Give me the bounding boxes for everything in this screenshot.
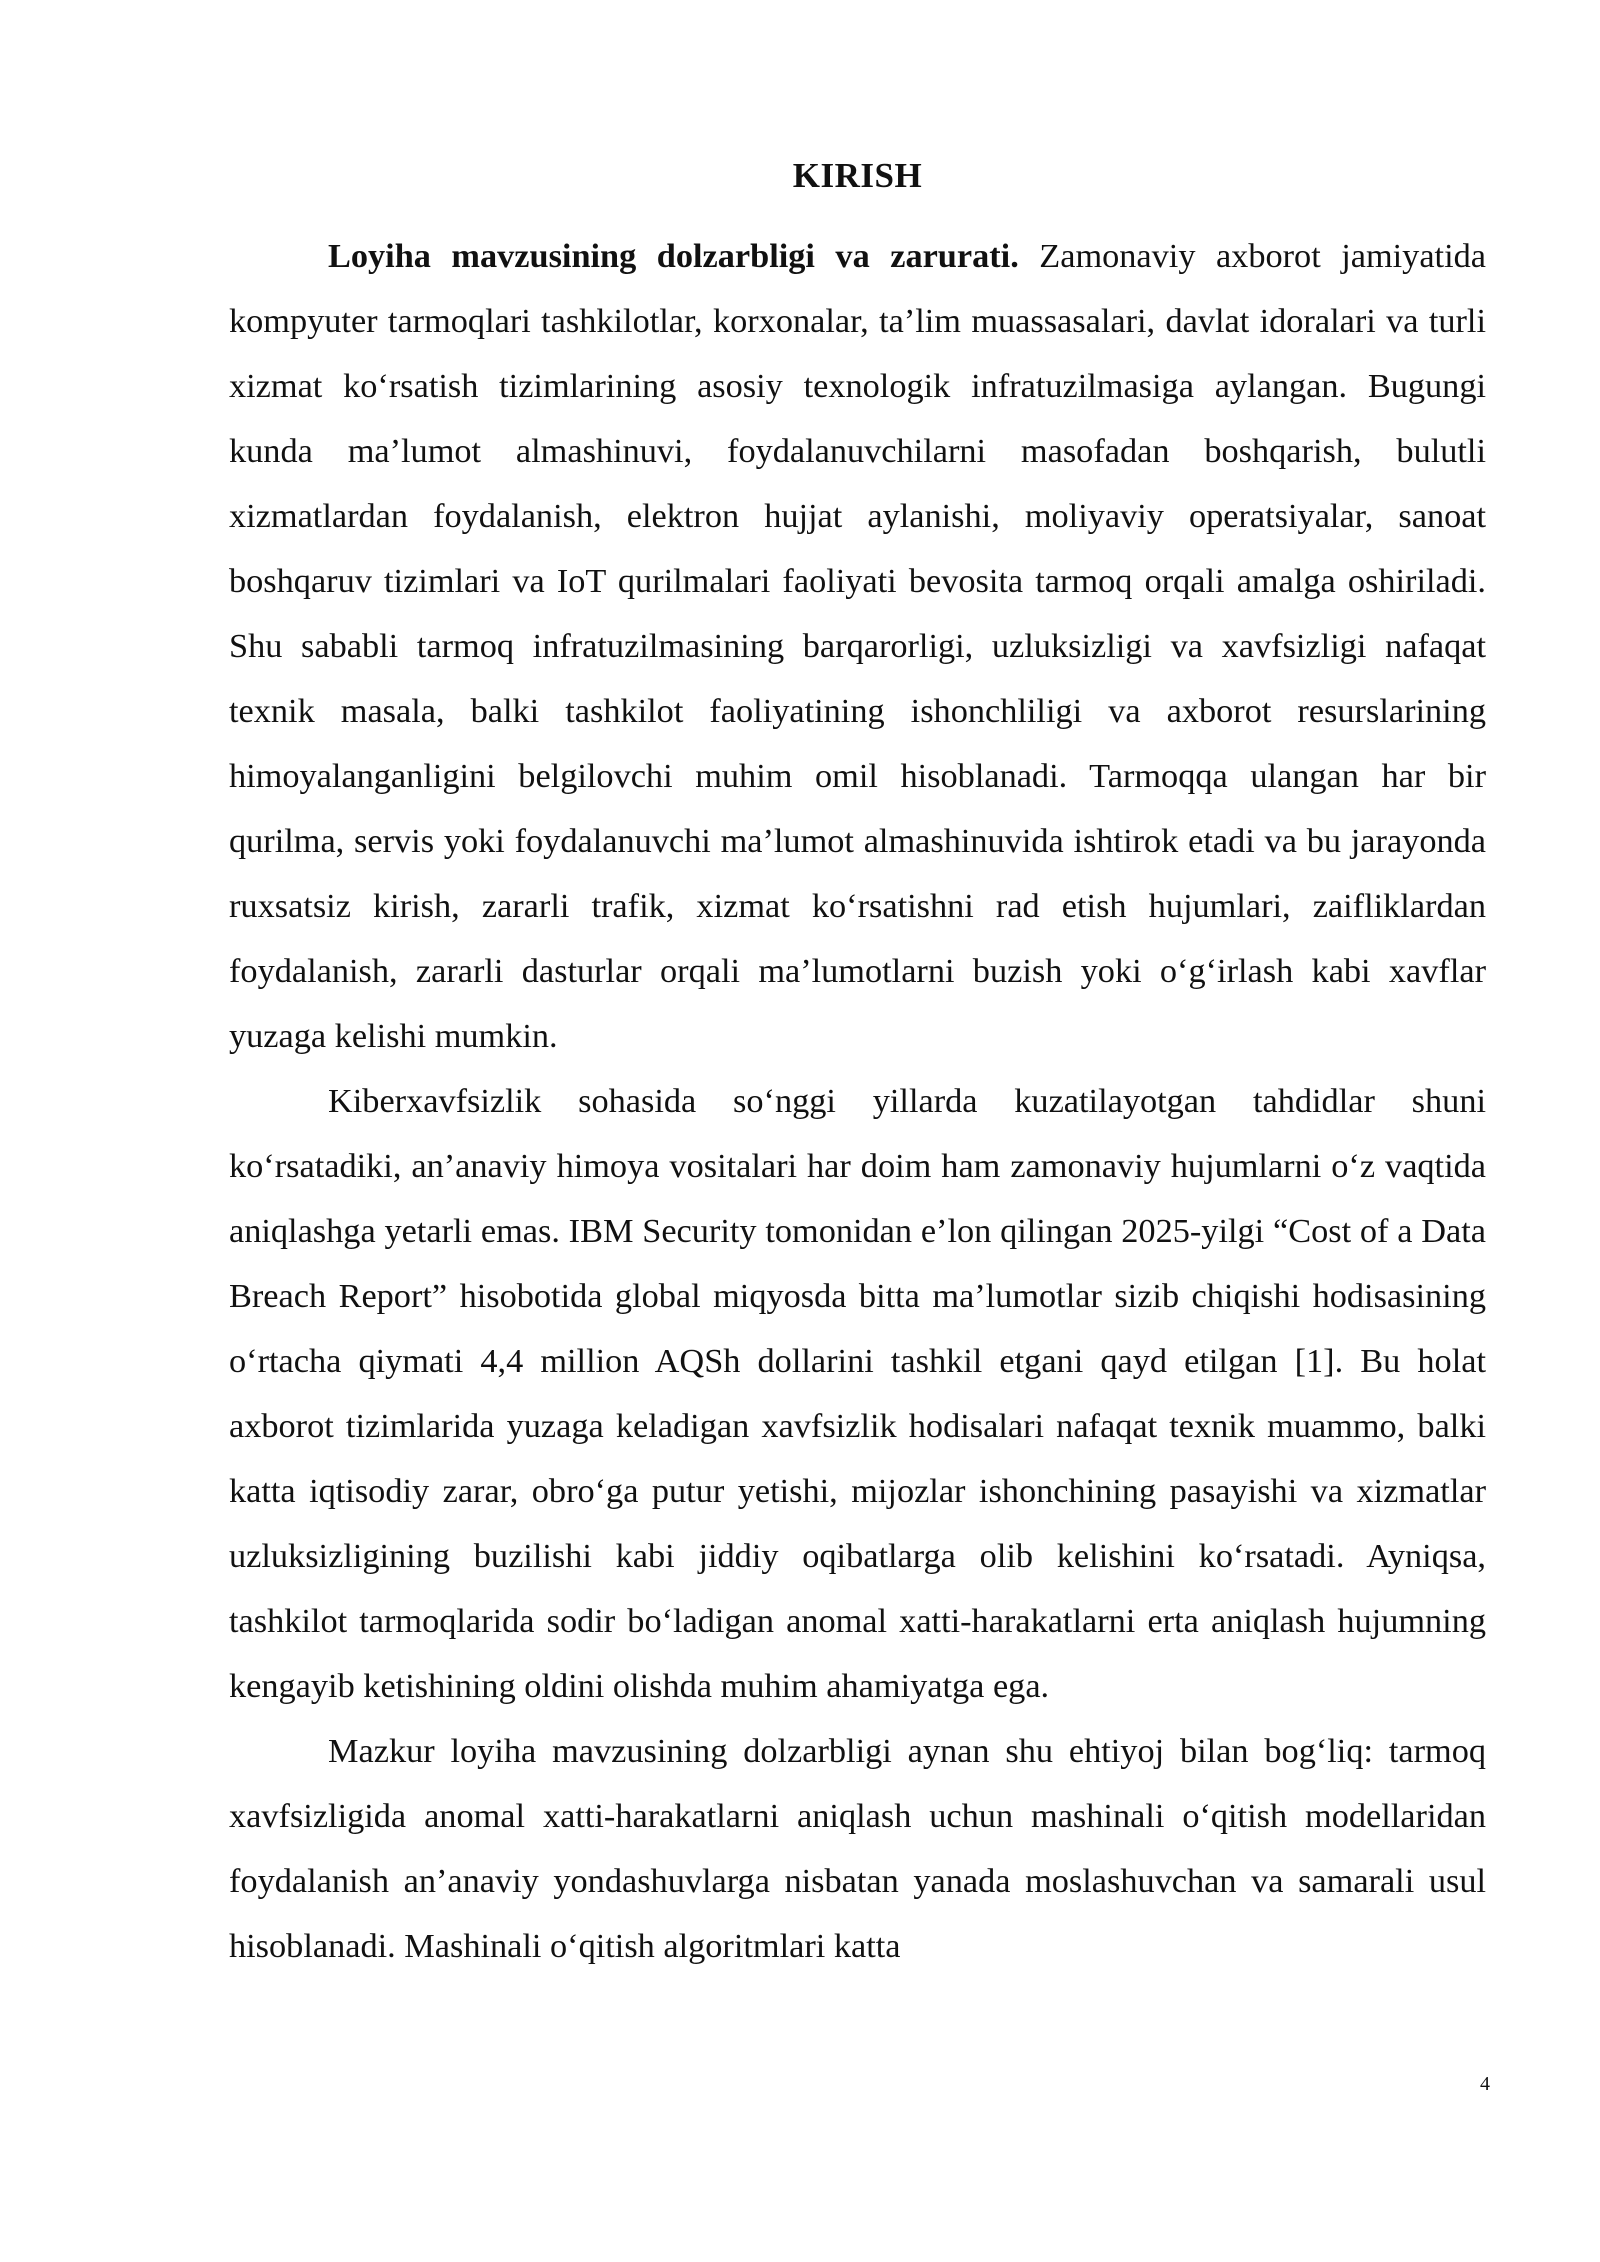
paragraph-project-relevance: Mazkur loyiha mavzusining dolzarbligi aynan shu ehtiyoj bilan bog‘liq: tarmoq xavfsizligida anomal xatti-harakatlarni aniqlash uchun mashinali o‘qitish modellaridan foydalanish an’anaviy yondashuvlarga nisbatan yanada moslashuvchan va samarali usul hisoblanadi. Mashinali o‘qitish algoritmlari katta — [229, 1732, 1486, 1965]
page-number: 4 — [1480, 2073, 1490, 2095]
paragraph-cybersecurity: Kiberxavfsizlik sohasida so‘nggi yillarda kuzatilayotgan tahdidlar shuni ko‘rsatadiki, an’anaviy himoya vositalari har doim ham zamonaviy hujumlarni o‘z vaqtida aniqlashga yetarli emas. IBM Security tomonidan e’lon qilingan 2025-yilgi “Cost of a Data Breach Report” hisobotida global miqyosda bitta ma’lumotlar sizib chiqishi hodisasining o‘rtacha qiymati 4,4 million AQSh dollarini tashkil etgani qayd etilgan [1]. Bu holat axborot tizimlarida yuzaga keladigan xavfsizlik hodisalari nafaqat texnik muammo, balki katta iqtisodiy zarar, obro‘ga putur yetishi, mijozlar ishonchining pasayishi va xizmatlar uzluksizligining buzilishi kabi jiddiy oqibatlarga olib kelishini ko‘rsatadi. Ayniqsa, tashkilot tarmoqlarida sodir bo‘ladigan anomal xatti-harakatlarni erta aniqlash hujumning kengayib ketishining oldini olishda muhim ahamiyatga ega. — [229, 1082, 1486, 1705]
page-content — [229, 150, 1486, 1979]
paragraph-relevance — [229, 224, 1486, 1069]
paragraph-lead: Loyiha mavzusining dolzarbligi va zarurati. — [328, 237, 1019, 275]
paragraph-text: Zamonaviy axborot jamiyatida kompyuter tarmoqlari tashkilotlar, korxonalar, ta’lim muassasalari, davlat idoralari va turli xizmat ko‘rsatish tizimlarining asosiy texnologik infratuzilmasiga aylangan. Bugungi kunda ma’lumot almashinuvi, foydalanuvchilarni masofadan boshqarish, bulutli xizmatlardan foydalanish, elektron hujjat aylanishi, moliyaviy operatsiyalar, sanoat boshqaruv tizimlari va IoT qurilmalari faoliyati bevosita tarmoq orqali amalga oshiriladi. Shu sababli tarmoq infratuzilmasining barqarorligi, uzluksizligi va xavfsizligi nafaqat texnik masala, balki tashkilot faoliyatining ishonchliligi va axborot resurslarining himoyalanganligini belgilovchi muhim omil hisoblanadi. Tarmoqqa ulangan har bir qurilma, servis yoki foydalanuvchi ma’lumot almashinuvida ishtirok etadi va bu jarayonda ruxsatsiz kirish, zararli trafik, xizmat ko‘rsatishni rad etish hujumlari, zaifliklardan foydalanish, zararli dasturlar orqali ma’lumotlarni buzish yoki o‘g‘irlash kabi xavflar yuzaga kelishi mumkin. — [229, 237, 1486, 1055]
section-heading: KIRISH — [792, 156, 923, 195]
